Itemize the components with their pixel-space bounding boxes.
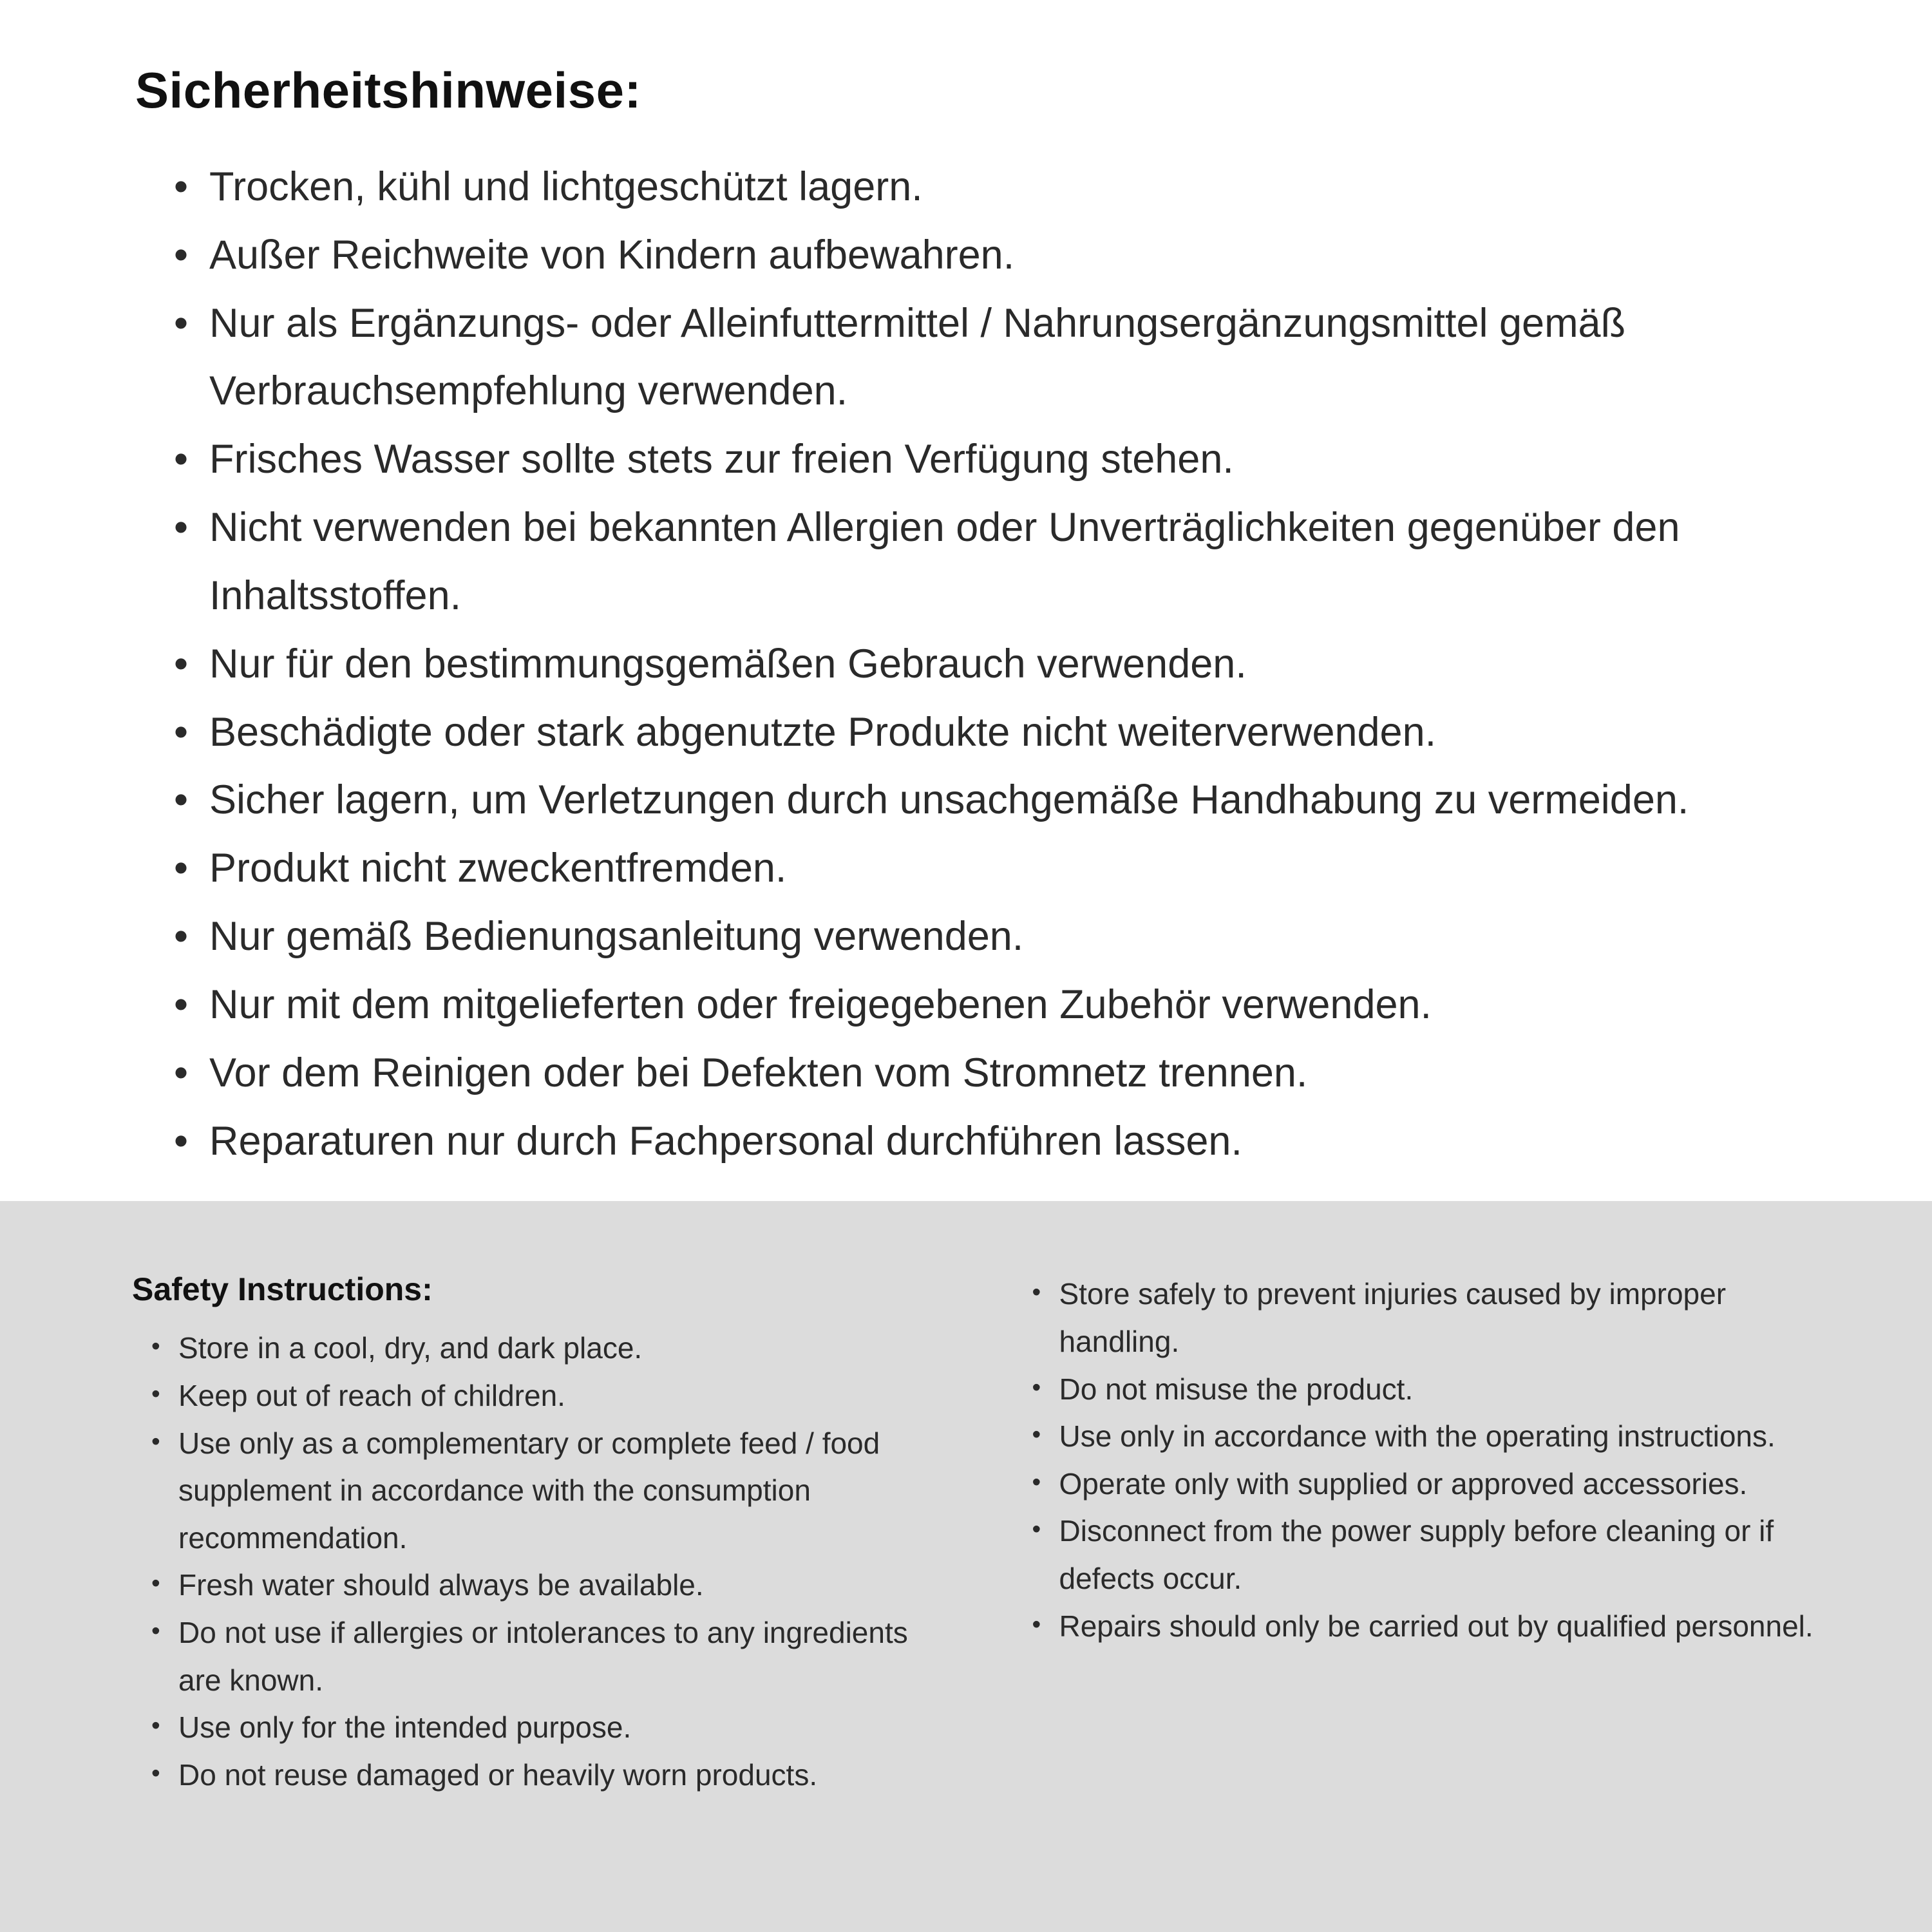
english-instruction-item: • Use only in accordance with the operating instructions.	[1032, 1413, 1830, 1461]
german-instruction-item: • Produkt nicht zweckentfremden.	[174, 835, 1700, 903]
german-instruction-item: • Frisches Wasser sollte stets zur freien Verfügung stehen.	[174, 426, 1700, 494]
english-instruction-item: • Repairs should only be carried out by qualified personnel.	[1032, 1603, 1830, 1651]
german-section-title: Sicherheitshinweise:	[135, 62, 641, 118]
english-section-title: Safety Instructions:	[132, 1271, 433, 1308]
english-instructions-list-right	[1026, 1271, 1830, 1650]
english-instruction-item: • Store in a cool, dry, and dark place.	[151, 1325, 936, 1372]
english-section	[0, 1201, 1932, 1932]
german-instruction-item: • Außer Reichweite von Kindern aufbewahren.	[174, 222, 1700, 290]
english-instruction-item: • Do not use if allergies or intolerances to any ingredients are known.	[151, 1609, 936, 1704]
german-instructions-list	[135, 153, 1700, 1175]
german-instruction-item: • Nur mit dem mitgelieferten oder freigegebenen Zubehör verwenden.	[174, 971, 1700, 1039]
english-instruction-item: • Do not misuse the product.	[1032, 1366, 1830, 1414]
english-instruction-item: • Store safely to prevent injuries caused by improper handling.	[1032, 1271, 1830, 1365]
german-instruction-item: • Nur gemäß Bedienungsanleitung verwenden.	[174, 903, 1700, 971]
german-instruction-item: • Sicher lagern, um Verletzungen durch unsachgemäße Handhabung zu vermeiden.	[174, 766, 1700, 835]
english-instruction-item: • Keep out of reach of children.	[151, 1372, 936, 1420]
english-instruction-item: • Do not reuse damaged or heavily worn products.	[151, 1752, 936, 1799]
english-instruction-item: • Operate only with supplied or approved accessories.	[1032, 1461, 1830, 1508]
german-instruction-item: • Nur als Ergänzungs- oder Alleinfuttermittel / Nahrungsergänzungsmittel gemäß Verbrauchsempfehlung verwenden.	[174, 290, 1700, 426]
english-instruction-item: • Disconnect from the power supply before cleaning or if defects occur.	[1032, 1508, 1830, 1602]
german-instruction-item: • Trocken, kühl und lichtgeschützt lagern.	[174, 153, 1700, 222]
german-instruction-item: • Vor dem Reinigen oder bei Defekten vom Stromnetz trennen.	[174, 1039, 1700, 1108]
english-instruction-item: • Use only as a complementary or complete feed / food supplement in accordance with the consumption recommendation.	[151, 1420, 936, 1562]
english-left-column	[132, 1271, 936, 1932]
german-instruction-item: • Nicht verwenden bei bekannten Allergien oder Unverträglichkeiten gegenüber den Inhaltsstoffen.	[174, 494, 1700, 630]
german-instruction-item: • Nur für den bestimmungsgemäßen Gebrauch verwenden.	[174, 630, 1700, 699]
german-instruction-item: • Beschädigte oder stark abgenutzte Produkte nicht weiterverwenden.	[174, 699, 1700, 767]
english-instruction-item: • Use only for the intended purpose.	[151, 1704, 936, 1752]
english-instructions-list-left	[132, 1325, 936, 1799]
english-right-column	[1026, 1271, 1830, 1932]
english-instruction-item: • Fresh water should always be available.	[151, 1562, 936, 1609]
german-instruction-item: • Reparaturen nur durch Fachpersonal durchführen lassen.	[174, 1108, 1700, 1176]
